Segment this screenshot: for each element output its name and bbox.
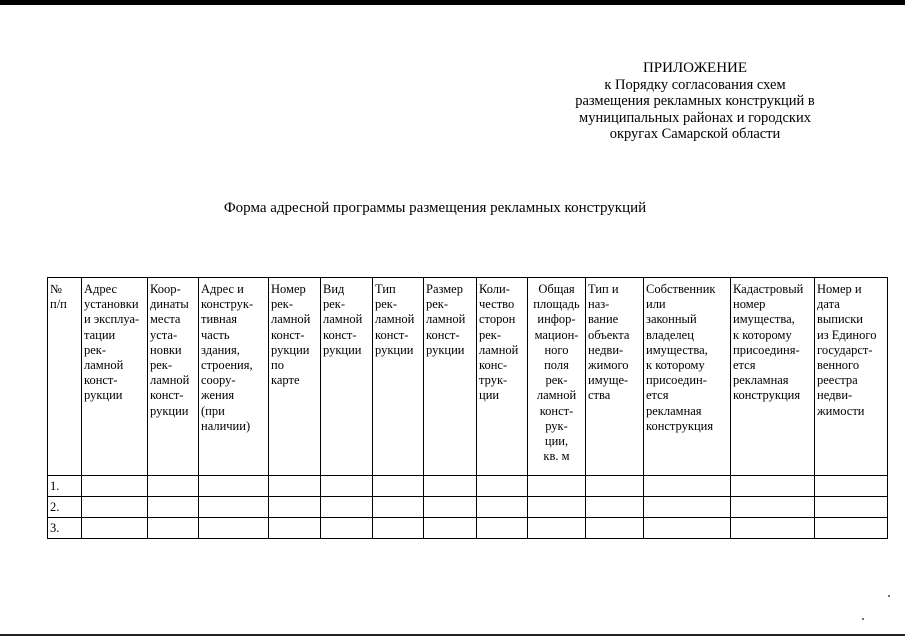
table-cell: [373, 497, 424, 518]
table-cell: [148, 518, 199, 539]
header-map-number: Номер рек- ламной конст- рукции по карте: [269, 278, 321, 476]
table-cell: [321, 476, 373, 497]
header-coordinates: Коор- динаты места уста- новки рек- ламной конст- рукции: [148, 278, 199, 476]
table-cell: [148, 476, 199, 497]
address-program-table: [47, 277, 888, 539]
table-cell: [321, 497, 373, 518]
header-owner: Собственник или законный владелец имущества, к которому присоедин- ется рекламная конструкция: [644, 278, 731, 476]
header-cadastral-number: Кадастровый номер имущества, к которому присоединя- ется рекламная конструкция: [731, 278, 815, 476]
table-cell: [424, 476, 477, 497]
top-border-line: [0, 0, 905, 5]
header-sides-count: Коли- чество сторон рек- ламной конс- трук- ции: [477, 278, 528, 476]
header-total-area: Общая площадь инфор- мацион- ного поля рек- ламной конст- рук- ции, кв. м: [528, 278, 586, 476]
table-cell: [815, 518, 888, 539]
table-cell: [424, 497, 477, 518]
appendix-line: к Порядку согласования схем: [604, 76, 786, 93]
table-cell: [373, 518, 424, 539]
table-header-row: [48, 278, 888, 476]
table-cell: [199, 518, 269, 539]
row-number: 3.: [48, 518, 82, 539]
table-cell: [731, 518, 815, 539]
row-number: 2.: [48, 497, 82, 518]
table-row: [48, 518, 888, 539]
table-cell: [269, 518, 321, 539]
bottom-border-line: [0, 634, 905, 636]
header-size: Размер рек- ламной конст- рукции: [424, 278, 477, 476]
table-row: [48, 497, 888, 518]
table-cell: [82, 476, 148, 497]
appendix-block: [540, 60, 850, 143]
table-cell: [528, 476, 586, 497]
table-cell: [644, 476, 731, 497]
table-cell: [477, 476, 528, 497]
table-cell: [82, 518, 148, 539]
header-address: Адрес установки и эксплуа- тации рек- ламной конст- рукции: [82, 278, 148, 476]
table-cell: [199, 476, 269, 497]
table-cell: [269, 476, 321, 497]
table-cell: [644, 518, 731, 539]
header-kind: Вид рек- ламной конст- рукции: [321, 278, 373, 476]
table-cell: [373, 476, 424, 497]
table-cell: [586, 497, 644, 518]
table-cell: [731, 497, 815, 518]
header-property-type: Тип и наз- вание объекта недви- жимого имуще- ства: [586, 278, 644, 476]
table-cell: [199, 497, 269, 518]
row-number: 1.: [48, 476, 82, 497]
table-cell: [321, 518, 373, 539]
table-row: [48, 476, 888, 497]
table-cell: [148, 497, 199, 518]
header-type: Тип рек- ламной конст- рукции: [373, 278, 424, 476]
scan-speck: [888, 595, 890, 597]
table-cell: [731, 476, 815, 497]
table-cell: [586, 518, 644, 539]
scan-speck: [862, 618, 864, 620]
header-registry-extract: Номер и дата выписки из Единого государст- венного реестра недви- жимости: [815, 278, 888, 476]
appendix-line: округах Самарской области: [609, 126, 781, 142]
table-cell: [528, 497, 586, 518]
table-cell: [82, 497, 148, 518]
form-title: Форма адресной программы размещения рекламных конструкций: [223, 200, 647, 216]
table-cell: [477, 497, 528, 518]
appendix-heading: ПРИЛОЖЕНИЕ: [642, 60, 748, 76]
header-number: № п/п: [48, 278, 82, 476]
table-cell: [815, 476, 888, 497]
table-cell: [586, 476, 644, 497]
table-cell: [477, 518, 528, 539]
header-building-part: Адрес и конструк- тивная часть здания, строения, соору- жения (при наличии): [199, 278, 269, 476]
table-cell: [424, 518, 477, 539]
table-cell: [815, 497, 888, 518]
table-cell: [269, 497, 321, 518]
table-cell: [528, 518, 586, 539]
appendix-line: муниципальных районах и городских: [579, 109, 811, 126]
appendix-line: размещения рекламных конструкций в: [575, 93, 815, 109]
table-cell: [644, 497, 731, 518]
